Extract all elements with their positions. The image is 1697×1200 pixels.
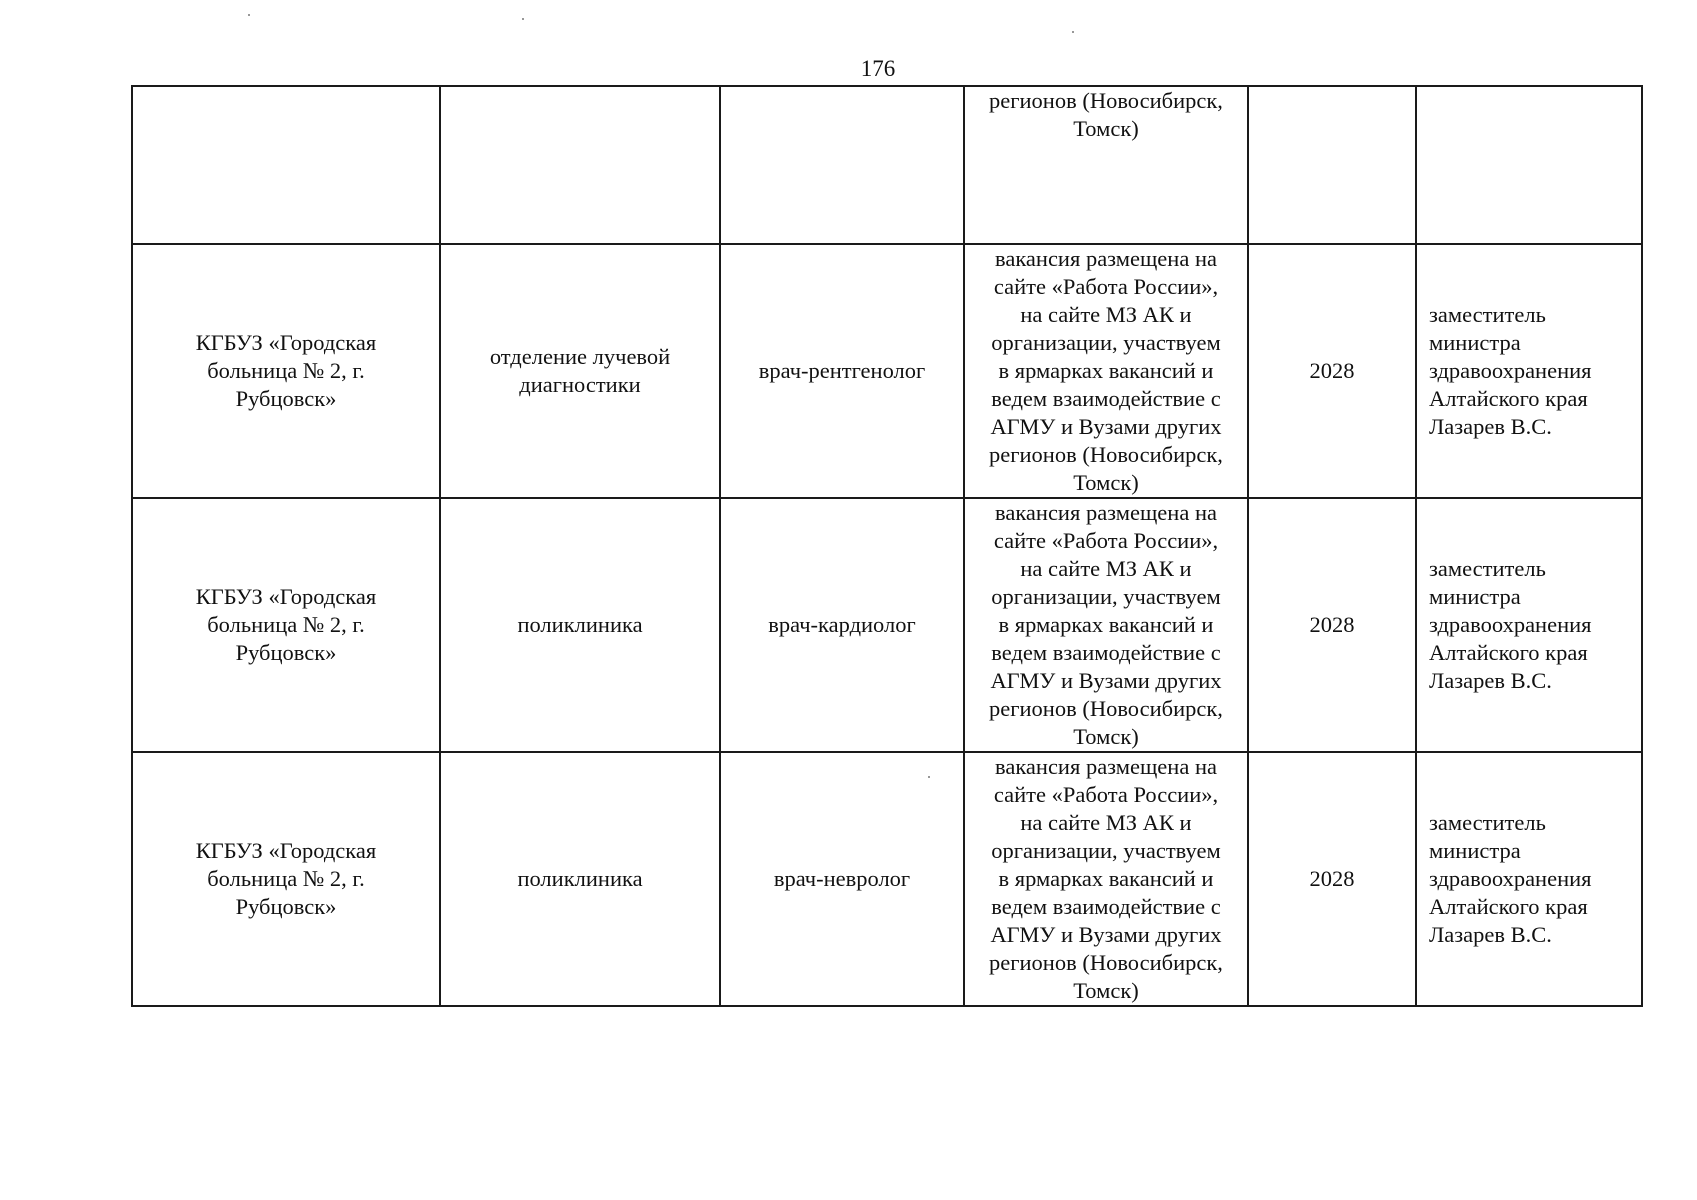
cell-position bbox=[720, 86, 964, 244]
text-line: диагностики bbox=[519, 372, 641, 397]
text-line: отделение лучевой bbox=[489, 344, 671, 369]
cell-responsible bbox=[1416, 498, 1642, 752]
text-line: КГБУЗ «Городская bbox=[195, 838, 377, 863]
cell-responsible bbox=[1416, 244, 1642, 498]
cell-unit bbox=[440, 244, 720, 498]
text-line: Рубцовск» bbox=[235, 386, 337, 411]
text-line: министра bbox=[1429, 584, 1521, 609]
cell-year: 2028 bbox=[1248, 498, 1416, 752]
text-line: регионов (Новосибирск, bbox=[989, 88, 1223, 113]
text-line: организации, участвуем bbox=[991, 838, 1221, 863]
text-line: организации, участвуем bbox=[991, 584, 1221, 609]
text-line: сайте «Работа России», bbox=[993, 782, 1219, 807]
text-line: сайте «Работа России», bbox=[993, 528, 1219, 553]
text-line: регионов (Новосибирск, bbox=[989, 442, 1223, 467]
text-line: Алтайского края bbox=[1429, 640, 1588, 665]
text-line: АГМУ и Вузами других bbox=[990, 668, 1222, 693]
text-line: ведем взаимодействие с bbox=[991, 640, 1221, 665]
cell-year bbox=[1248, 86, 1416, 244]
text-line: министра bbox=[1429, 838, 1521, 863]
text-line: Рубцовск» bbox=[235, 894, 337, 919]
scan-artifact bbox=[522, 18, 524, 20]
text-line: ведем взаимодействие с bbox=[991, 894, 1221, 919]
cell-organization bbox=[132, 752, 440, 1006]
text-line: Алтайского края bbox=[1429, 894, 1588, 919]
table-row-continuation bbox=[132, 86, 1642, 244]
text-line: вакансия размещена на bbox=[995, 500, 1217, 525]
text-line: сайте «Работа России», bbox=[993, 274, 1219, 299]
cell-responsible bbox=[1416, 86, 1642, 244]
text-line: заместитель bbox=[1429, 810, 1546, 835]
text-line: Алтайского края bbox=[1429, 386, 1588, 411]
scan-artifact bbox=[248, 14, 250, 16]
cell-responsible bbox=[1416, 752, 1642, 1006]
text-line: Лазарев В.С. bbox=[1429, 922, 1552, 947]
cell-unit bbox=[440, 752, 720, 1006]
cell-organization bbox=[132, 86, 440, 244]
text-line: вакансия размещена на bbox=[995, 246, 1217, 271]
text-line: поликлиника bbox=[517, 866, 643, 891]
cell-year: 2028 bbox=[1248, 244, 1416, 498]
cell-position: врач-кардиолог bbox=[720, 498, 964, 752]
cell-year: 2028 bbox=[1248, 752, 1416, 1006]
text-line: регионов (Новосибирск, bbox=[989, 696, 1223, 721]
text-line: КГБУЗ «Городская bbox=[195, 330, 377, 355]
text-line: поликлиника bbox=[517, 612, 643, 637]
text-line: Томск) bbox=[1073, 470, 1139, 495]
cell-measures bbox=[964, 86, 1248, 244]
text-line: в ярмарках вакансий и bbox=[998, 866, 1214, 891]
text-line: Томск) bbox=[1073, 116, 1139, 141]
text-line: регионов (Новосибирск, bbox=[989, 950, 1223, 975]
cell-position: врач-невролог bbox=[720, 752, 964, 1006]
text-line: на сайте МЗ АК и bbox=[1020, 302, 1192, 327]
text-line: министра bbox=[1429, 330, 1521, 355]
text-line: на сайте МЗ АК и bbox=[1020, 556, 1192, 581]
text-line: заместитель bbox=[1429, 302, 1546, 327]
text-line: Рубцовск» bbox=[235, 640, 337, 665]
cell-measures bbox=[964, 752, 1248, 1006]
text-line: Томск) bbox=[1073, 724, 1139, 749]
cell-organization bbox=[132, 244, 440, 498]
table-row bbox=[132, 498, 1642, 752]
cell-position: врач-рентгенолог bbox=[720, 244, 964, 498]
text-line: организации, участвуем bbox=[991, 330, 1221, 355]
text-line: ведем взаимодействие с bbox=[991, 386, 1221, 411]
cell-measures bbox=[964, 244, 1248, 498]
text-line: в ярмарках вакансий и bbox=[998, 612, 1214, 637]
table-row bbox=[132, 244, 1642, 498]
text-line: Томск) bbox=[1073, 978, 1139, 1003]
text-line: АГМУ и Вузами других bbox=[990, 922, 1222, 947]
text-line: вакансия размещена на bbox=[995, 754, 1217, 779]
text-line: Лазарев В.С. bbox=[1429, 668, 1552, 693]
scan-artifact bbox=[1072, 31, 1074, 33]
table-row bbox=[132, 752, 1642, 1006]
cell-measures bbox=[964, 498, 1248, 752]
text-line: здравоохранения bbox=[1429, 612, 1592, 637]
cell-organization bbox=[132, 498, 440, 752]
text-line: больница № 2, г. bbox=[207, 866, 365, 891]
text-line: КГБУЗ «Городская bbox=[195, 584, 377, 609]
cell-unit bbox=[440, 498, 720, 752]
text-line: АГМУ и Вузами других bbox=[990, 414, 1222, 439]
text-line: здравоохранения bbox=[1429, 866, 1592, 891]
text-line: Лазарев В.С. bbox=[1429, 414, 1552, 439]
text-line: на сайте МЗ АК и bbox=[1020, 810, 1192, 835]
text-line: здравоохранения bbox=[1429, 358, 1592, 383]
text-line: заместитель bbox=[1429, 556, 1546, 581]
text-line: больница № 2, г. bbox=[207, 358, 365, 383]
text-line: в ярмарках вакансий и bbox=[998, 358, 1214, 383]
staffing-table bbox=[131, 85, 1643, 1007]
page-number: 176 bbox=[860, 56, 896, 81]
cell-unit bbox=[440, 86, 720, 244]
text-line: больница № 2, г. bbox=[207, 612, 365, 637]
